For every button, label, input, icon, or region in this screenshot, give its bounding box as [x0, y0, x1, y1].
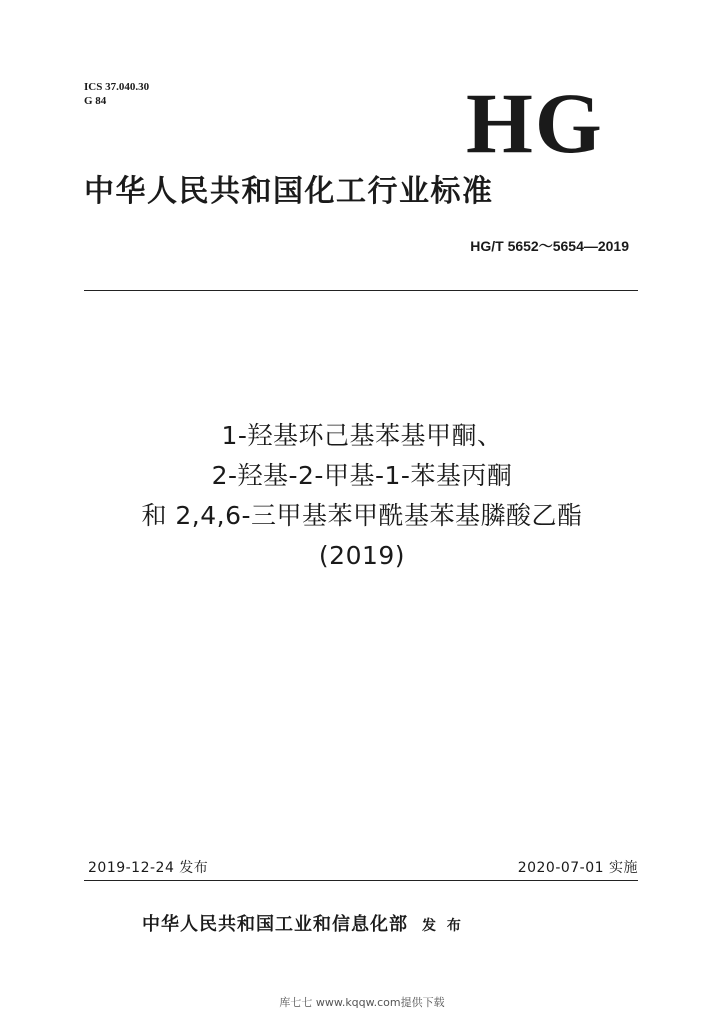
category-code: G 84 [84, 95, 107, 107]
document-title-line-2: 2-羟基-2-甲基-1-苯基丙酮 [211, 461, 513, 490]
document-title-line-3: 和 2,4,6-三甲基苯甲酰基苯基膦酸乙酯 [141, 501, 583, 530]
document-title-line-4: (2019) [318, 541, 406, 570]
document-title [84, 416, 640, 576]
implementation-date: 2020-07-01 实施 [517, 860, 638, 876]
issuer-action: 发 布 [422, 918, 464, 934]
ics-code: ICS 37.040.30 [84, 81, 150, 93]
issuer [142, 912, 464, 939]
hg-logo: HG [466, 75, 604, 171]
standard-title: 中华人民共和国化工行业标准 [84, 174, 494, 209]
bottom-divider [84, 880, 638, 881]
classification-codes [84, 80, 149, 108]
top-divider [84, 290, 638, 291]
standard-number: HG/T 5652～5654—2019 [470, 238, 629, 254]
download-watermark: 库七七 www.kqqw.com提供下载 [279, 996, 445, 1009]
document-title-line-1: 1-羟基环己基苯基甲酮、 [221, 421, 503, 450]
release-date: 2019-12-24 发布 [88, 860, 209, 876]
issuer-name: 中华人民共和国工业和信息化部 [142, 914, 408, 935]
date-row [84, 858, 638, 880]
